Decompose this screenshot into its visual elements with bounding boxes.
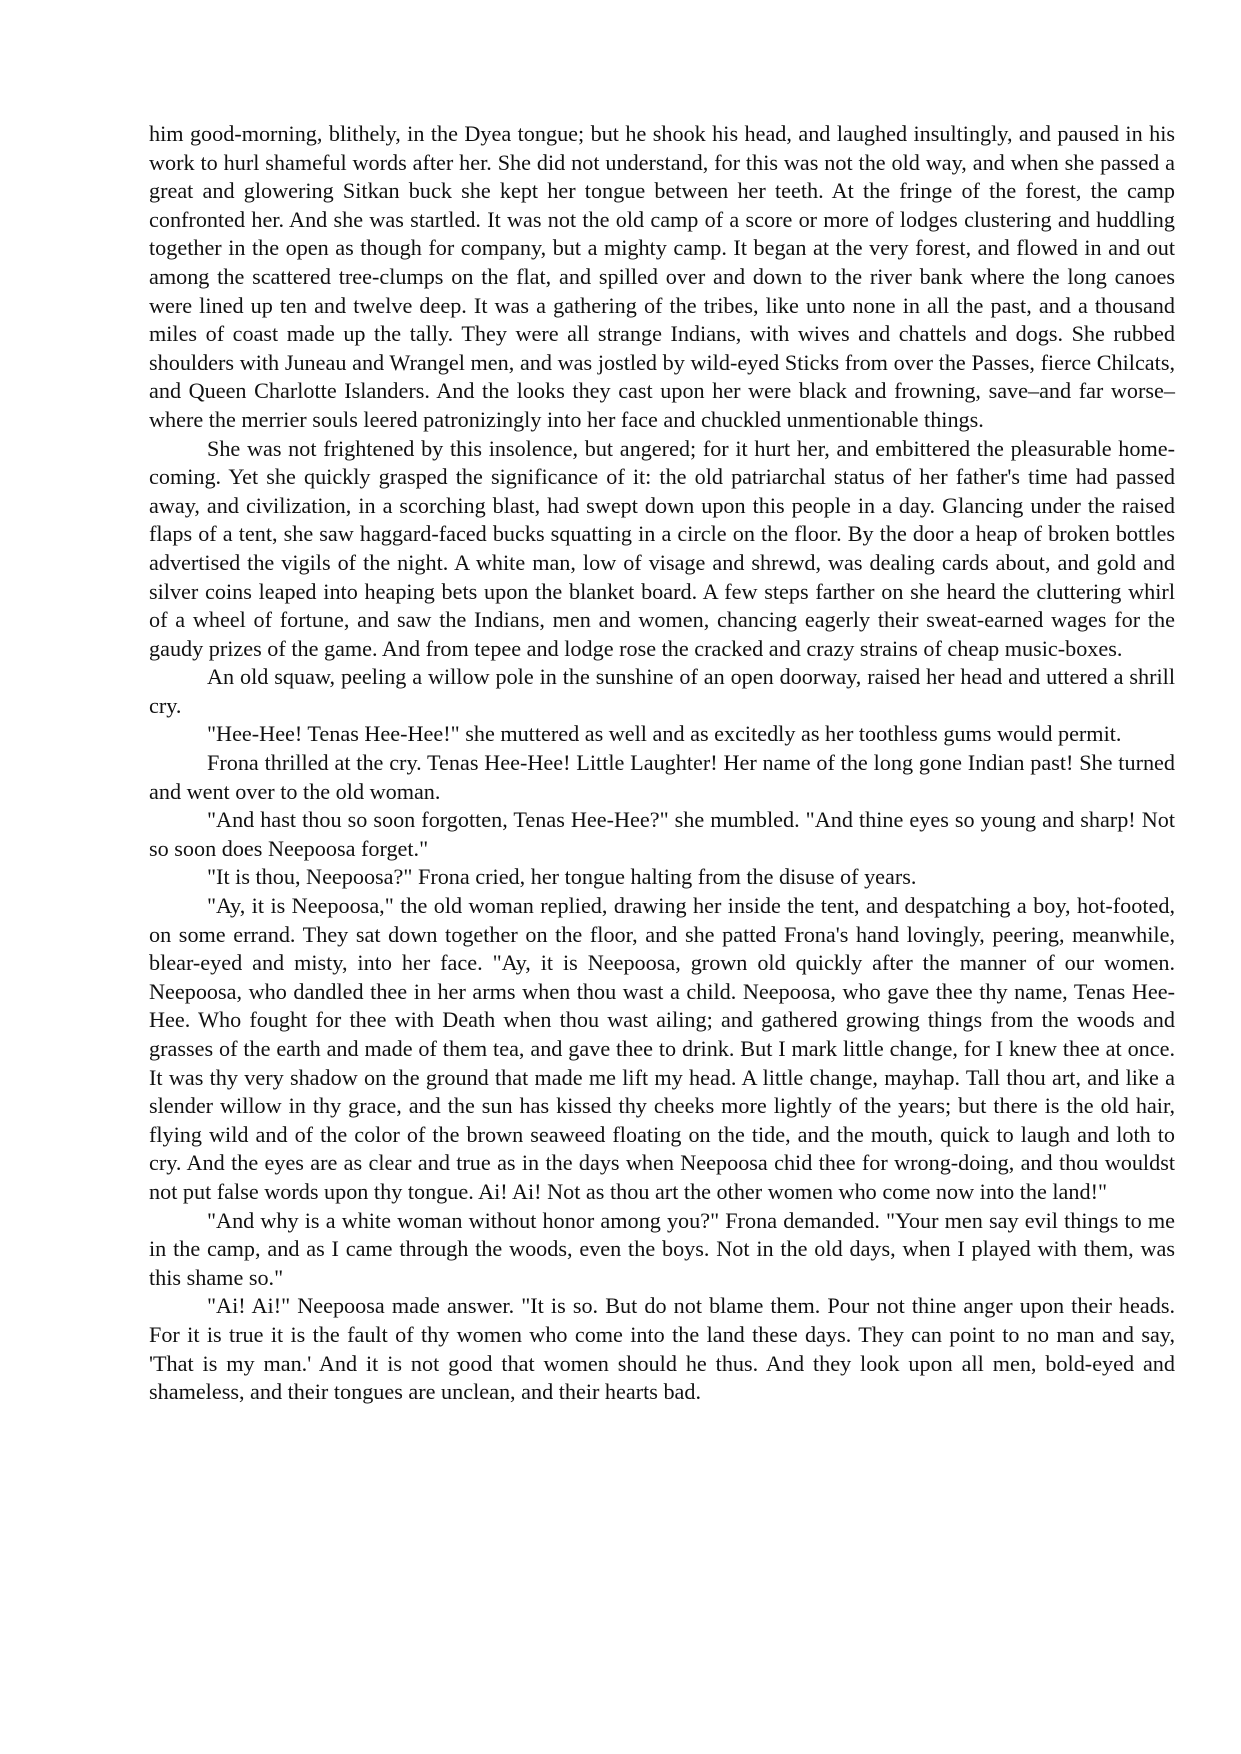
paragraph: An old squaw, peeling a willow pole in the sunshine of an open doorway, raised her head and uttered a shrill cry. — [149, 664, 1175, 718]
paragraph: "And why is a white woman without honor among you?" Frona demanded. "Your men say evil things to me in the camp, and as I came through the woods, even the boys. Not in the old days, when I played with them, was this shame so." — [149, 1207, 1175, 1290]
paragraph: "And hast thou so soon forgotten, Tenas Hee-Hee?" she mumbled. "And thine eyes so young and sharp! Not so soon does Neepoosa forget." — [149, 807, 1175, 861]
paragraph: "Hee-Hee! Tenas Hee-Hee!" she muttered as well and as excitedly as her toothless gums would permit. — [207, 721, 1122, 747]
paragraph: She was not frightened by this insolence, but angered; for it hurt her, and embittered the pleasurable home-coming. Yet she quickly grasped the significance of it: the old patriarchal status of her father's time had passed away, and civilization, in a scorching blast, had swept down upon this people in a day. Glancing under the raised flaps of a tent, she saw haggard-faced bucks squatting in a circle on the floor. By the door a heap of broken bottles advertised the vigils of the night. A white man, low of visage and shrewd, was dealing cards about, and gold and silver coins leaped into heaping bets upon the blanket board. A few steps farther on she heard the cluttering whirl of a wheel of fortune, and saw the Indians, men and women, chancing eagerly their sweat-earned wages for the gaudy prizes of the game. And from tepee and lodge rose the cracked and crazy strains of cheap music-boxes. — [149, 435, 1175, 661]
paragraph: him good-morning, blithely, in the Dyea tongue; but he shook his head, and laughed insultingly, and paused in his work to hurl shameful words after her. She did not understand, for this was not the old way, and when she passed a great and glowering Sitkan buck she kept her tongue between her teeth. At the fringe of the forest, the camp confronted her. And she was startled. It was not the old camp of a score or more of lodges clustering and huddling together in the open as though for company, but a mighty camp. It began at the very forest, and flowed in and out among the scattered tree-clumps on the flat, and spilled over and down to the river bank where the long canoes were lined up ten and twelve deep. It was a gathering of the tribes, like unto none in all the past, and a thousand miles of coast made up the tally. They were all strange Indians, with wives and chattels and dogs. She rubbed shoulders with Juneau and Wrangel men, and was jostled by wild-eyed Sticks from over the Passes, fierce Chilcats, and Queen Charlotte Islanders. And the looks they cast upon her were black and frowning, save–and far worse–where the merrier souls leered patronizingly into her face and chuckled unmentionable things. — [149, 121, 1175, 432]
paragraph: "It is thou, Neepoosa?" Frona cried, her tongue halting from the disuse of years. — [207, 864, 917, 890]
paragraph: Frona thrilled at the cry. Tenas Hee-Hee! Little Laughter! Her name of the long gone Indian past! She turned and went over to the old woman. — [149, 750, 1175, 804]
page-body — [149, 120, 1175, 1407]
paragraph: "Ay, it is Neepoosa," the old woman replied, drawing her inside the tent, and despatching a boy, hot-footed, on some errand. They sat down together on the floor, and she patted Frona's hand lovingly, peering, meanwhile, blear-eyed and misty, into her face. "Ay, it is Neepoosa, grown old quickly after the manner of our women. Neepoosa, who dandled thee in her arms when thou wast a child. Neepoosa, who gave thee thy name, Tenas Hee-Hee. Who fought for thee with Death when thou wast ailing; and gathered growing things from the woods and grasses of the earth and made of them tea, and gave thee to drink. But I mark little change, for I knew thee at once. It was thy very shadow on the ground that made me lift my head. A little change, mayhap. Tall thou art, and like a slender willow in thy grace, and the sun has kissed thy cheeks more lightly of the years; but there is the old hair, flying wild and of the color of the brown seaweed floating on the tide, and the mouth, quick to laugh and loth to cry. And the eyes are as clear and true as in the days when Neepoosa chid thee for wrong-doing, and thou wouldst not put false words upon thy tongue. Ai! Ai! Not as thou art the other women who come now into the land!" — [149, 893, 1175, 1204]
paragraph: "Ai! Ai!" Neepoosa made answer. "It is so. But do not blame them. Pour not thine anger upon their heads. For it is true it is the fault of thy women who come into the land these days. They can point to no man and say, 'That is my man.' And it is not good that women should he thus. And they look upon all men, bold-eyed and shameless, and their tongues are unclean, and their hearts bad. — [149, 1293, 1175, 1405]
